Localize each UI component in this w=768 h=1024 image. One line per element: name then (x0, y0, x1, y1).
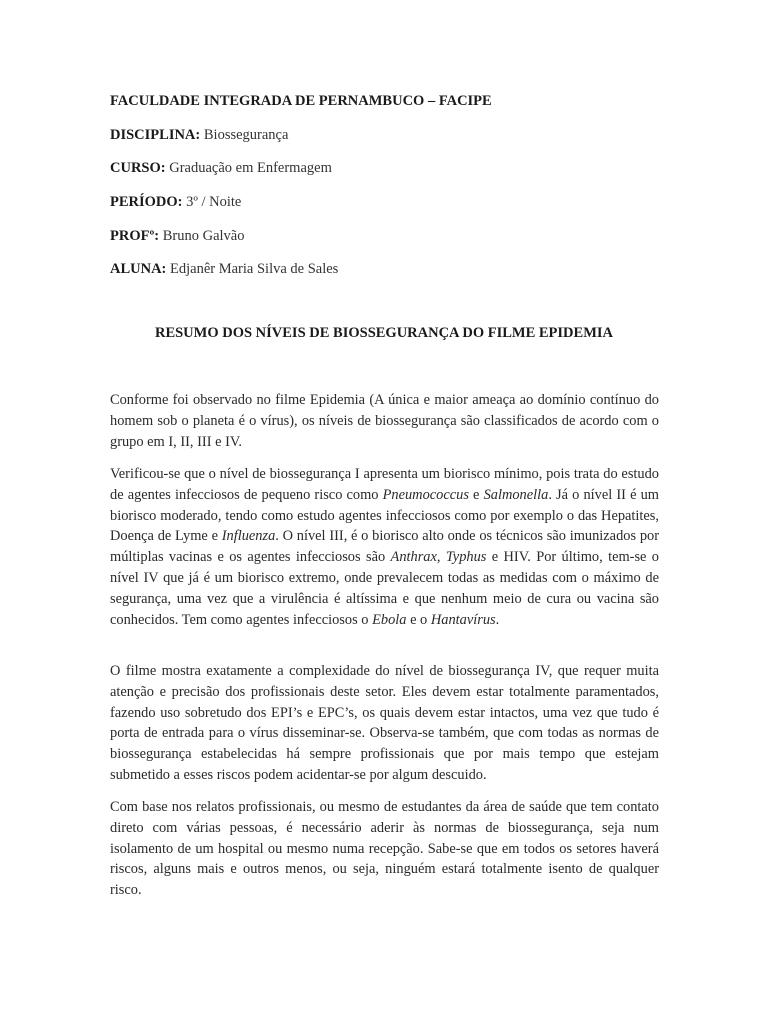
professor-value: Bruno Galvão (162, 228, 245, 244)
institution-line (110, 92, 492, 110)
professor-line (110, 227, 244, 245)
italic-term: Anthrax (390, 549, 437, 566)
discipline-line (110, 126, 288, 144)
discipline-label: DISCIPLINA: (110, 127, 201, 143)
paragraph-conclusion: Com base nos relatos profissionais, ou mesmo de estudantes da área de saúde que tem contato direto com várias pessoas, é necessário aderir às normas de biossegurança, seja num isolamento de um hospital ou mesmo numa recepção. Sabe-se que em todos os setores haverá riscos, alguns mais e outros menos, ou seja, ninguém estará totalmente isento de qualquer risco. (110, 799, 659, 899)
text-span: . (495, 611, 500, 628)
text-span: . Já o nível II é um biorisco moderado, tendo como estudo agentes infecciosos como por exemplo o das Hepatites, Doença de Lyme e (110, 486, 659, 545)
italic-term: Pneumococcus (382, 486, 469, 503)
course-value: Graduação em Enfermagem (169, 160, 332, 176)
period-label: PERÍODO: (110, 194, 183, 210)
text-span: Verificou-se que o nível de biossegurança I apresenta um biorisco mínimo, pois trata do estudo de agentes infecciosos de pequeno risco como (110, 466, 659, 503)
student-label: ALUNA: (110, 261, 167, 277)
institution-name: FACULDADE INTEGRADA DE PERNAMBUCO – FACIPE (110, 93, 492, 109)
period-value: 3º / Noite (186, 194, 242, 210)
paragraph-levels (110, 464, 659, 630)
text-span: , (436, 549, 446, 566)
text-span: e o (406, 611, 431, 628)
discipline-value: Biossegurança (203, 127, 289, 143)
document-title: RESUMO DOS NÍVEIS DE BIOSSEGURANÇA DO FILME EPIDEMIA (154, 325, 614, 341)
text-span: e (468, 486, 484, 503)
text-span: . O nível III, é o biorisco alto onde os técnicos são imunizados por múltiplas vacinas e os agentes infecciosos são (110, 528, 659, 566)
italic-term: Typhus (445, 549, 487, 566)
italic-term: Ebola (372, 611, 407, 628)
student-line (110, 260, 338, 278)
paragraph-level-four: O filme mostra exatamente a complexidade do nível de biossegurança IV, que requer muita atenção e precisão dos profissionais deste setor. Eles devem estar totalmente paramentados, fazendo uso sobretudo dos EPI’s e EPC’s, os quais devem estar intactos, uma vez que tudo é porta de entrada para o vírus disseminar-se. Observa-se também, que com todas as normas de biossegurança estabelecidas há sempre profissionais que por mais tempo que estejam submetido a esses riscos podem acidentar-se por algum descuido. (110, 663, 659, 783)
period-line (110, 193, 241, 211)
course-label: CURSO: (110, 160, 166, 176)
italic-term: Salmonella (483, 486, 549, 503)
student-value: Edjanêr Maria Silva de Sales (170, 261, 339, 277)
professor-label: PROFº: (110, 228, 160, 244)
course-line (110, 159, 332, 177)
italic-term: Influenza (221, 528, 276, 545)
italic-term: Hantavírus (430, 611, 496, 628)
text-span: e HIV. Por último, tem-se o nível IV que já é um biorisco extremo, onde prevalecem todas as medidas com o máximo de segurança, uma vez que a virulência é altíssima e que nenhum meio de cura ou vacina são conhecidos. Tem como agentes infecciosos o (110, 549, 660, 628)
paragraph-intro: Conforme foi observado no filme Epidemia (A única e maior ameaça ao domínio contínuo do homem sob o planeta é o vírus), os níveis de biossegurança são classificados de acordo com o grupo em I, II, III e IV. (110, 392, 659, 450)
